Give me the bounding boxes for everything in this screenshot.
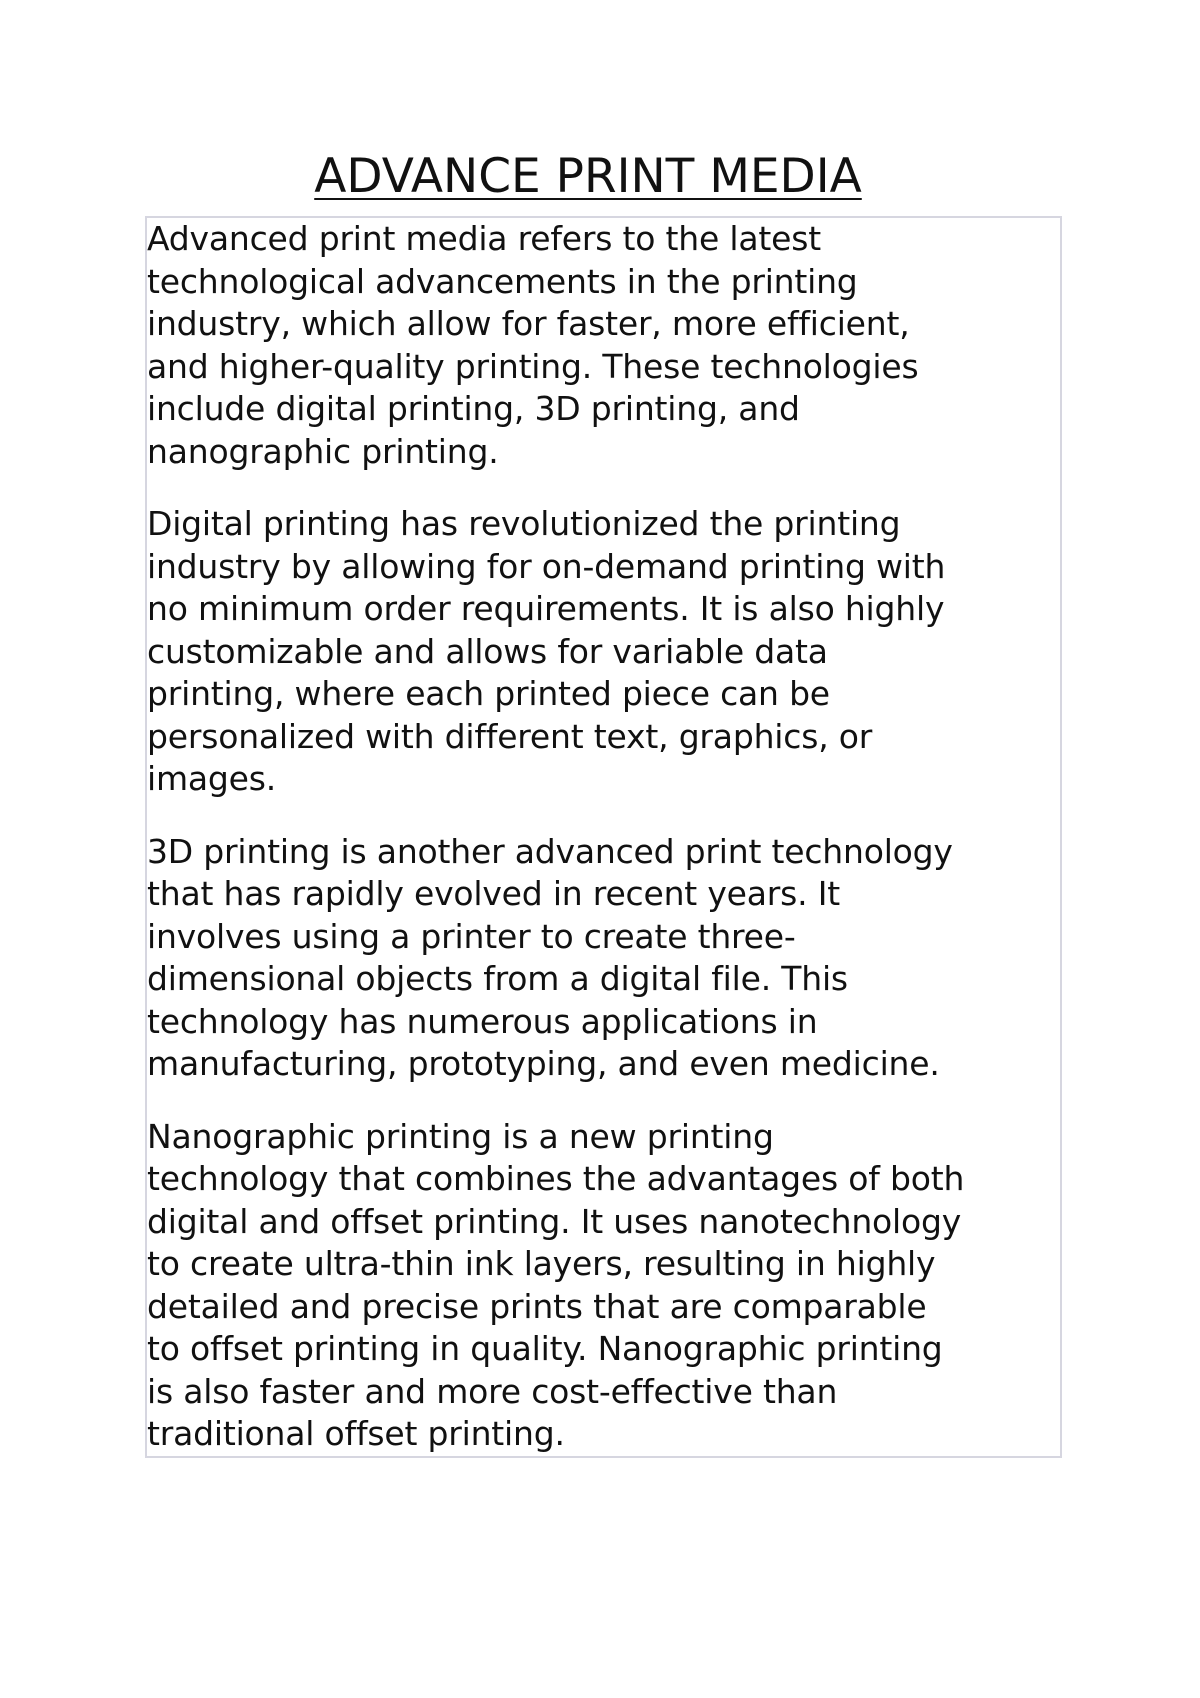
text-line: nanographic printing. <box>147 431 499 471</box>
text-line: manufacturing, prototyping, and even medicine. <box>147 1044 940 1083</box>
text-line: technological advancements in the printing <box>147 261 858 301</box>
paragraph-intro <box>147 218 1060 473</box>
text-line: digital and offset printing. It uses nanotechnology <box>147 1201 962 1241</box>
text-line: Digital printing has revolutionized the printing <box>147 504 901 543</box>
text-line: technology has numerous applications in <box>147 1001 818 1041</box>
text-line: Nanographic printing is a new printing <box>147 1116 774 1156</box>
paragraph-nanographic-printing <box>147 1116 1060 1456</box>
text-line: 3D printing is another advanced print technology <box>147 831 953 871</box>
text-line: to offset printing in quality. Nanographic printing <box>147 1329 943 1368</box>
text-line: dimensional objects from a digital file. This <box>147 959 848 998</box>
text-line: no minimum order requirements. It is also highly <box>147 589 945 628</box>
text-line: include digital printing, 3D printing, and <box>147 389 800 428</box>
text-line: detailed and precise prints that are comparable <box>147 1286 927 1326</box>
paragraph-digital-printing <box>147 503 1060 801</box>
text-line: printing, where each printed piece can be <box>147 674 830 713</box>
paragraph-3d-printing <box>147 831 1060 1086</box>
text-line: is also faster and more cost-effective than <box>147 1371 838 1411</box>
text-line: personalized with different text, graphics, or <box>147 716 873 756</box>
text-line: to create ultra-thin ink layers, resulting in highly <box>147 1244 936 1283</box>
text-line: traditional offset printing. <box>147 1414 565 1453</box>
content-box <box>145 216 1062 1458</box>
text-line: Advanced print media refers to the latest <box>147 219 821 258</box>
text-line: customizable and allows for variable data <box>147 631 828 671</box>
text-line: industry by allowing for on-demand printing with <box>147 546 946 586</box>
text-line: industry, which allow for faster, more efficient, <box>147 304 910 343</box>
text-line: and higher-quality printing. These technologies <box>147 346 919 386</box>
page-title: ADVANCE PRINT MEDIA <box>314 149 862 204</box>
text-line: that has rapidly evolved in recent years. It <box>147 874 840 913</box>
text-line: technology that combines the advantages of both <box>147 1159 965 1198</box>
text-line: images. <box>147 759 277 798</box>
text-line: involves using a printer to create three- <box>147 916 796 956</box>
